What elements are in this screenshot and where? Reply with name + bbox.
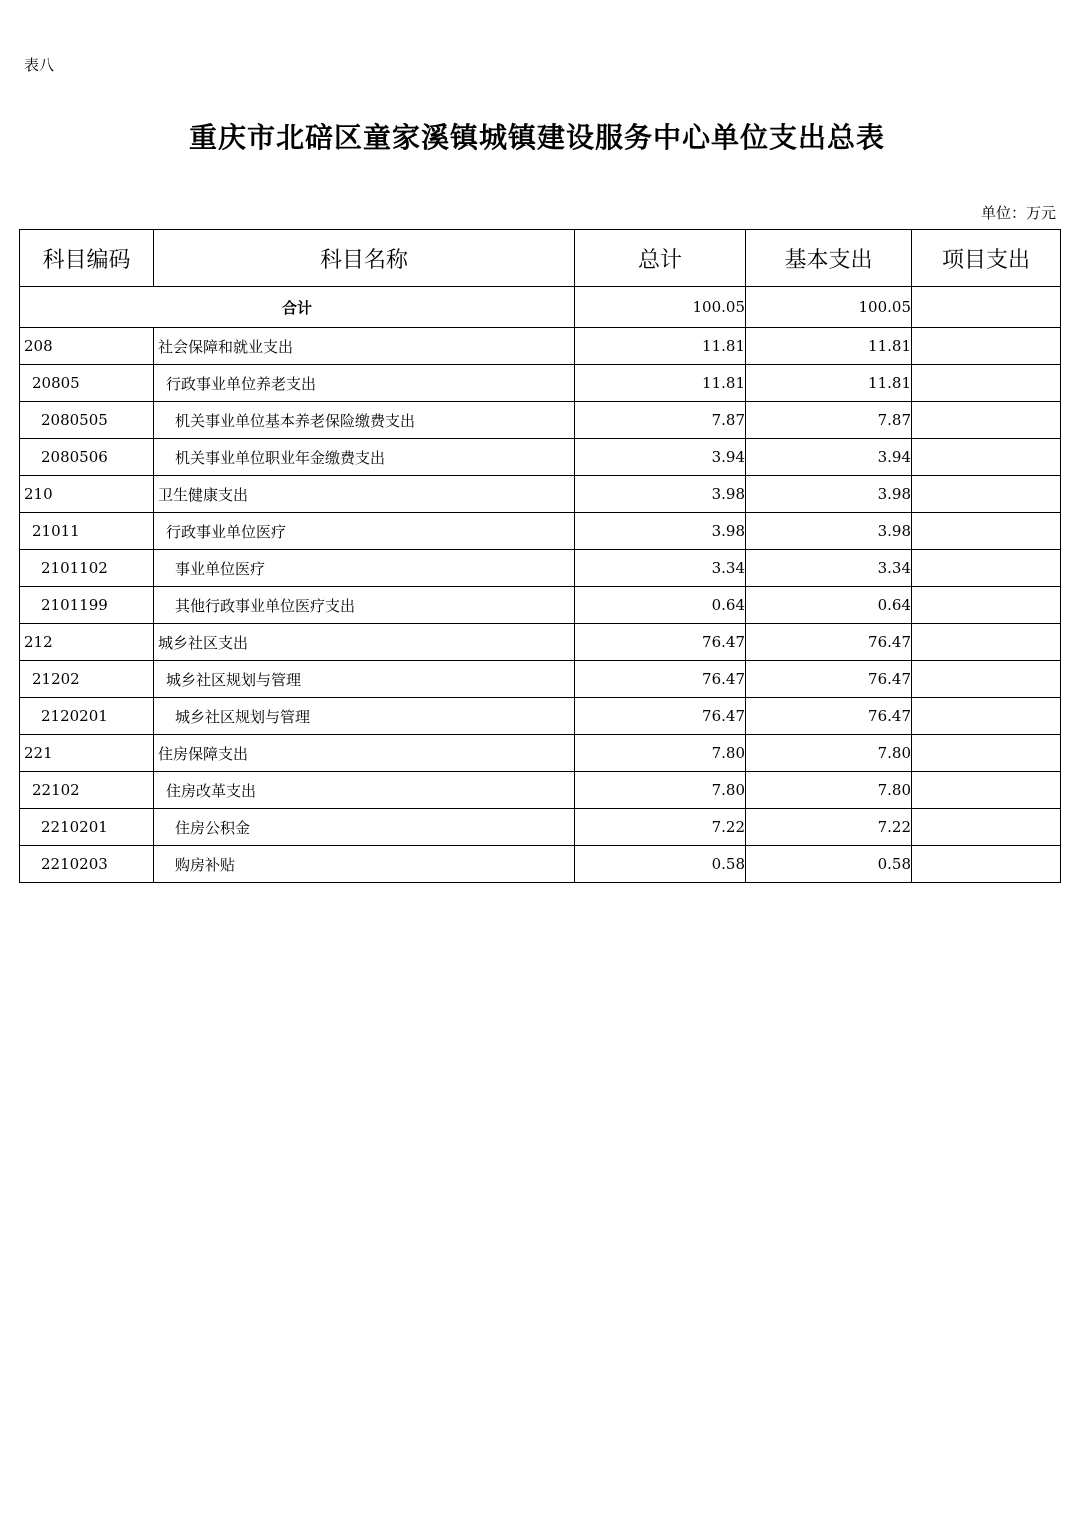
expenditure-table: [19, 229, 1061, 883]
row-name: 行政事业单位养老支出: [154, 365, 575, 402]
row-name: 城乡社区规划与管理: [154, 661, 575, 698]
row-code: 221: [20, 735, 154, 772]
row-total: 0.58: [575, 846, 746, 883]
row-name: 其他行政事业单位医疗支出: [154, 587, 575, 624]
column-header-code: 科目编码: [20, 230, 154, 287]
row-basic: 0.58: [746, 846, 912, 883]
column-header-total: 总计: [575, 230, 746, 287]
column-header-basic: 基本支出: [746, 230, 912, 287]
summary-label: 合计: [20, 287, 575, 328]
row-total: 76.47: [575, 698, 746, 735]
row-name: 卫生健康支出: [154, 476, 575, 513]
document-title: 重庆市北碚区童家溪镇城镇建设服务中心单位支出总表: [188, 121, 885, 154]
row-code: 2210201: [20, 809, 154, 846]
row-code: 212: [20, 624, 154, 661]
row-code: 2101199: [20, 587, 154, 624]
row-total: 11.81: [575, 328, 746, 365]
row-total: 3.94: [575, 439, 746, 476]
row-total: 76.47: [575, 624, 746, 661]
table-row: [20, 550, 1061, 587]
summary-total: 100.05: [575, 287, 746, 328]
row-project: [912, 809, 1061, 846]
row-name: 城乡社区支出: [154, 624, 575, 661]
row-basic: 76.47: [746, 661, 912, 698]
row-project: [912, 439, 1061, 476]
row-code: 2080505: [20, 402, 154, 439]
row-total: 11.81: [575, 365, 746, 402]
row-total: 7.22: [575, 809, 746, 846]
row-basic: 7.87: [746, 402, 912, 439]
row-basic: 7.80: [746, 772, 912, 809]
row-name: 城乡社区规划与管理: [154, 698, 575, 735]
row-code: 21202: [20, 661, 154, 698]
row-total: 7.87: [575, 402, 746, 439]
row-code: 21011: [20, 513, 154, 550]
row-basic: 0.64: [746, 587, 912, 624]
row-name: 社会保障和就业支出: [154, 328, 575, 365]
row-basic: 3.98: [746, 513, 912, 550]
row-basic: 3.94: [746, 439, 912, 476]
table-row: [20, 846, 1061, 883]
table-row: [20, 365, 1061, 402]
row-project: [912, 587, 1061, 624]
table-header-row: [20, 230, 1061, 287]
row-basic: 11.81: [746, 365, 912, 402]
summary-project: [912, 287, 1061, 328]
row-name: 住房公积金: [154, 809, 575, 846]
row-name: 行政事业单位医疗: [154, 513, 575, 550]
table-row: [20, 402, 1061, 439]
row-total: 3.98: [575, 476, 746, 513]
row-code: 2080506: [20, 439, 154, 476]
table-row: [20, 624, 1061, 661]
row-code: 208: [20, 328, 154, 365]
table-row: [20, 513, 1061, 550]
row-total: 7.80: [575, 772, 746, 809]
row-project: [912, 513, 1061, 550]
row-basic: 3.98: [746, 476, 912, 513]
row-project: [912, 698, 1061, 735]
row-basic: 3.34: [746, 550, 912, 587]
row-project: [912, 365, 1061, 402]
row-name: 住房改革支出: [154, 772, 575, 809]
row-name: 事业单位医疗: [154, 550, 575, 587]
row-project: [912, 328, 1061, 365]
row-project: [912, 846, 1061, 883]
column-header-project: 项目支出: [912, 230, 1061, 287]
row-name: 机关事业单位职业年金缴费支出: [154, 439, 575, 476]
row-basic: 7.80: [746, 735, 912, 772]
row-code: 2101102: [20, 550, 154, 587]
row-total: 76.47: [575, 661, 746, 698]
table-row: [20, 735, 1061, 772]
row-project: [912, 661, 1061, 698]
table-row: [20, 476, 1061, 513]
row-code: 20805: [20, 365, 154, 402]
unit-label: 单位：万元: [980, 204, 1056, 222]
row-basic: 76.47: [746, 624, 912, 661]
row-name: 购房补贴: [154, 846, 575, 883]
row-basic: 76.47: [746, 698, 912, 735]
row-project: [912, 476, 1061, 513]
row-total: 7.80: [575, 735, 746, 772]
row-basic: 7.22: [746, 809, 912, 846]
row-total: 3.34: [575, 550, 746, 587]
row-total: 3.98: [575, 513, 746, 550]
table-row: [20, 809, 1061, 846]
row-code: 210: [20, 476, 154, 513]
row-code: 2210203: [20, 846, 154, 883]
row-project: [912, 735, 1061, 772]
row-total: 0.64: [575, 587, 746, 624]
row-code: 22102: [20, 772, 154, 809]
table-row: [20, 772, 1061, 809]
row-project: [912, 772, 1061, 809]
row-name: 住房保障支出: [154, 735, 575, 772]
table-row: [20, 328, 1061, 365]
table-row: [20, 587, 1061, 624]
summary-row: [20, 287, 1061, 328]
table-row: [20, 661, 1061, 698]
table-row: [20, 439, 1061, 476]
column-header-name: 科目名称: [154, 230, 575, 287]
row-project: [912, 624, 1061, 661]
row-basic: 11.81: [746, 328, 912, 365]
row-project: [912, 550, 1061, 587]
row-project: [912, 402, 1061, 439]
summary-basic: 100.05: [746, 287, 912, 328]
table-number: 表八: [24, 56, 55, 74]
table-row: [20, 698, 1061, 735]
row-name: 机关事业单位基本养老保险缴费支出: [154, 402, 575, 439]
row-code: 2120201: [20, 698, 154, 735]
